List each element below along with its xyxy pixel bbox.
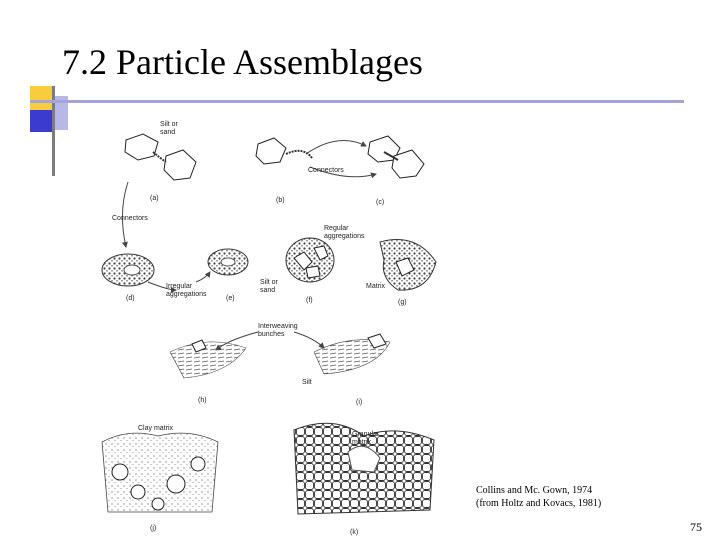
label-i: (i) [356,399,363,406]
diagram-f [286,238,334,282]
label-g: (g) [398,299,407,306]
diagram-hi [170,332,390,378]
caption-line-1: Collins and Mc. Gown, 1974 [476,485,593,496]
label-interweaving-bunches2: bunches [258,331,285,338]
decor-yellow-square [30,86,54,110]
page-number: 75 [690,520,702,534]
particle-assemblage-figure [98,112,443,540]
label-irregular-aggregations2: aggregations [166,291,207,298]
figure-caption [476,484,601,510]
label-connectors-left: Connectors [112,215,148,222]
label-interweaving-bunches: Interweaving [258,323,298,330]
label-silt-or-sand-f: Silt or [260,279,278,286]
label-matrix: Matrix [366,283,386,290]
decor-blue-square [30,110,54,132]
label-granular-matrix: Granular [352,431,380,438]
diagram-g [380,240,436,291]
label-b: (b) [276,197,285,204]
label-e: (e) [226,295,235,302]
diagram-j [102,433,218,512]
label-a: (a) [150,195,159,202]
diagram-a [125,134,196,180]
label-connectors-top: Connectors [308,167,344,174]
label-h: (h) [198,397,207,404]
label-clay-matrix: Clay matrix [138,425,174,432]
label-silt-or-sand-f2: sand [260,287,276,294]
label-d: (d) [126,295,135,302]
slide-title: 7.2 Particle Assemblages [62,42,423,82]
label-silt-or-sand-a2: sand [160,129,176,136]
label-irregular-aggregations: Irregular [166,283,193,290]
label-granular-matrix2: matrix [352,439,372,446]
label-c: (c) [376,199,385,206]
label-j: (j) [150,525,157,532]
label-regular-aggregations: Regular [324,225,349,232]
caption-line-2: (from Holtz and Kovacs, 1981) [476,498,602,509]
label-k: (k) [350,529,359,536]
label-silt-or-sand-a: Silt or [160,121,178,128]
label-silt: Silt [302,379,312,386]
label-f: (f) [306,297,313,304]
title-underline [30,100,684,103]
label-regular-aggregations2: aggregations [324,233,365,240]
